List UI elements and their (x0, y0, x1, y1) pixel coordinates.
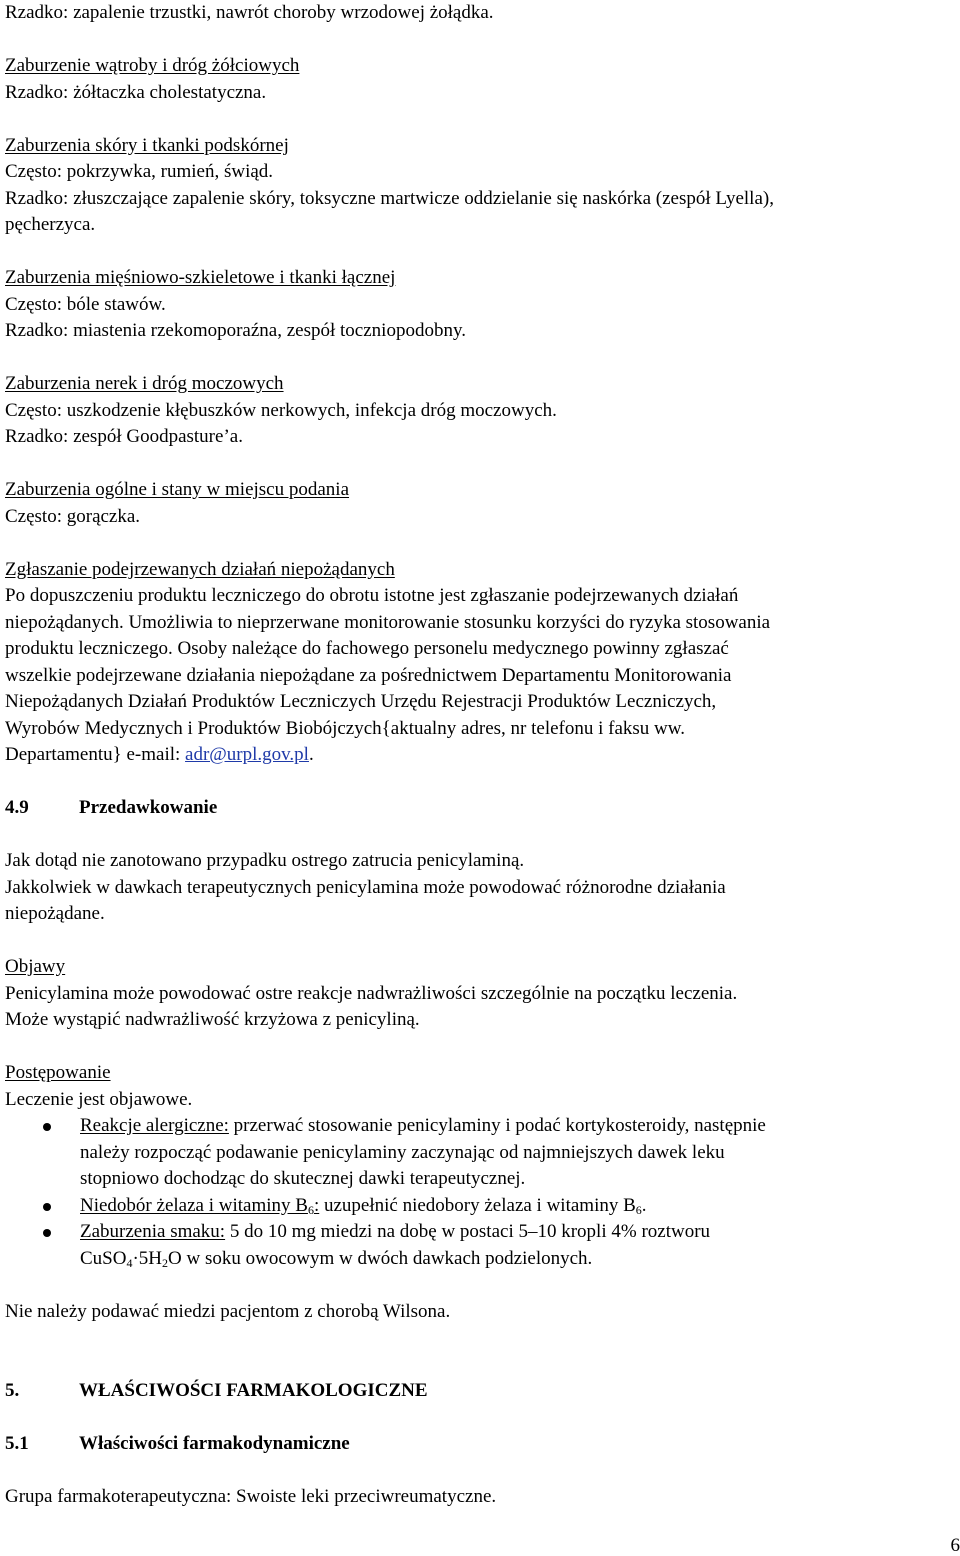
text-line: Często: pokrzywka, rumień, świąd. (5, 159, 950, 186)
text-line: niepożądane. (5, 901, 950, 928)
text-fragment: 5 do 10 mg miedzi na dobę w postaci 5–10 kropli 4% roztworu (225, 1221, 710, 1242)
text-line: Rzadko: miastenia rzekomoporaźna, zespół toczniopodobny. (5, 318, 950, 345)
text-line: Często: gorączka. (5, 504, 950, 531)
section-heading-pharmacology (5, 1378, 950, 1405)
text-line: Często: bóle stawów. (5, 292, 950, 319)
text-line: wszelkie podejrzewane działania niepożądane za pośrednictwem Departamentu Monitorowania (5, 663, 950, 690)
email-link[interactable]: adr@urpl.gov.pl (185, 744, 309, 765)
text-line: Rzadko: złuszczające zapalenie skóry, toksyczne martwicze oddzielanie się naskórka (zespół Lyella), (5, 186, 950, 213)
text-fragment: Niedobór żelaza i witaminy B (80, 1195, 308, 1216)
subscript: 6 (308, 1203, 314, 1217)
list-item (5, 1193, 950, 1220)
text-fragment: CuSO (80, 1248, 126, 1269)
text-fragment: Departamentu} e-mail: (5, 744, 185, 765)
text-line: pęcherzyca. (5, 212, 950, 239)
list-item (5, 1113, 950, 1193)
text-line: Wyrobów Medycznych i Produktów Biobójczych{aktualny adres, nr telefonu i faksu ww. (5, 716, 950, 743)
subscript: 2 (162, 1256, 168, 1270)
section-heading-renal: Zaburzenia nerek i dróg moczowych (5, 371, 950, 398)
subheading-symptoms: Objawy (5, 954, 950, 981)
text-line: Jakkolwiek w dawkach terapeutycznych penicylamina może powodować różnorodne działania (5, 875, 950, 902)
bullet-icon (43, 1123, 51, 1131)
section-heading-skin: Zaburzenia skóry i tkanki podskórnej (5, 133, 950, 160)
text-fragment: . (642, 1195, 647, 1216)
section-title: Przedawkowanie (79, 797, 217, 818)
text-fragment: przerwać stosowanie penicylaminy i podać kortykosteroidy, następnie (229, 1115, 766, 1136)
text-line: Grupa farmakoterapeutyczna: Swoiste leki przeciwreumatyczne. (5, 1484, 950, 1511)
text-line: Może wystąpić nadwrażliwość krzyżowa z penicyliną. (5, 1007, 950, 1034)
bullet-term: Reakcje alergiczne: (80, 1115, 229, 1136)
section-heading-liver: Zaburzenie wątroby i dróg żółciowych (5, 53, 950, 80)
bullet-term: Zaburzenia smaku: (80, 1221, 225, 1242)
text-line: Niepożądanych Działań Produktów Leczniczych Urzędu Rejestracji Produktów Leczniczych, (5, 689, 950, 716)
text-line: niepożądanych. Umożliwia to nieprzerwane monitorowanie stosunku korzyści do ryzyka stosowania (5, 610, 950, 637)
text-line: Rzadko: zapalenie trzustki, nawrót choroby wrzodowej żołądka. (5, 0, 950, 27)
bullet-icon (43, 1203, 51, 1211)
document-page (5, 0, 950, 1511)
bullet-icon (43, 1229, 51, 1237)
text-line: Rzadko: żółtaczka cholestatyczna. (5, 80, 950, 107)
text-fragment: . (309, 744, 314, 765)
section-title: WŁAŚCIWOŚCI FARMAKOLOGICZNE (79, 1380, 428, 1401)
text-line: należy rozpocząć podawanie penicylaminy zaczynając od najmniejszych dawek leku (80, 1140, 950, 1167)
section-heading-reporting: Zgłaszanie podejrzewanych działań niepożądanych (5, 557, 950, 584)
text-fragment: : (314, 1195, 319, 1216)
text-line: Po dopuszczeniu produktu leczniczego do obrotu istotne jest zgłaszanie podejrzewanych działań (5, 583, 950, 610)
section-title: Właściwości farmakodynamiczne (79, 1433, 350, 1454)
text-line: Nie należy podawać miedzi pacjentom z chorobą Wilsona. (5, 1299, 950, 1326)
text-line: stopniowo dochodząc do skutecznej dawki terapeutycznej. (80, 1166, 950, 1193)
text-fragment: uzupełnić niedobory żelaza i witaminy B (319, 1195, 636, 1216)
list-item (5, 1219, 950, 1272)
section-heading-overdose (5, 795, 950, 822)
formula-line (80, 1246, 950, 1273)
text-line: Rzadko: zespół Goodpasture’a. (5, 424, 950, 451)
subheading-management: Postępowanie (5, 1060, 950, 1087)
bullet-term (80, 1195, 319, 1216)
text-line: produktu leczniczego. Osoby należące do fachowego personelu medycznego powinny zgłaszać (5, 636, 950, 663)
section-heading-musculoskeletal: Zaburzenia mięśniowo-szkieletowe i tkanki łącznej (5, 265, 950, 292)
text-line: Leczenie jest objawowe. (5, 1087, 950, 1114)
subscript: 4 (126, 1256, 132, 1270)
section-number: 5.1 (5, 1431, 79, 1458)
text-fragment: O w soku owocowym w dwóch dawkach podzielonych. (168, 1248, 592, 1269)
subscript: 6 (636, 1203, 642, 1217)
text-fragment: ·5H (132, 1248, 162, 1269)
section-number: 4.9 (5, 795, 79, 822)
page-number: 6 (951, 1536, 960, 1555)
section-number: 5. (5, 1378, 79, 1405)
text-line: Często: uszkodzenie kłębuszków nerkowych, infekcja dróg moczowych. (5, 398, 950, 425)
text-line (5, 742, 950, 769)
section-heading-general: Zaburzenia ogólne i stany w miejscu podania (5, 477, 950, 504)
section-heading-pharmacodynamics (5, 1431, 950, 1458)
text-line: Penicylamina może powodować ostre reakcje nadwrażliwości szczególnie na początku leczenia. (5, 981, 950, 1008)
text-line: Jak dotąd nie zanotowano przypadku ostrego zatrucia penicylaminą. (5, 848, 950, 875)
